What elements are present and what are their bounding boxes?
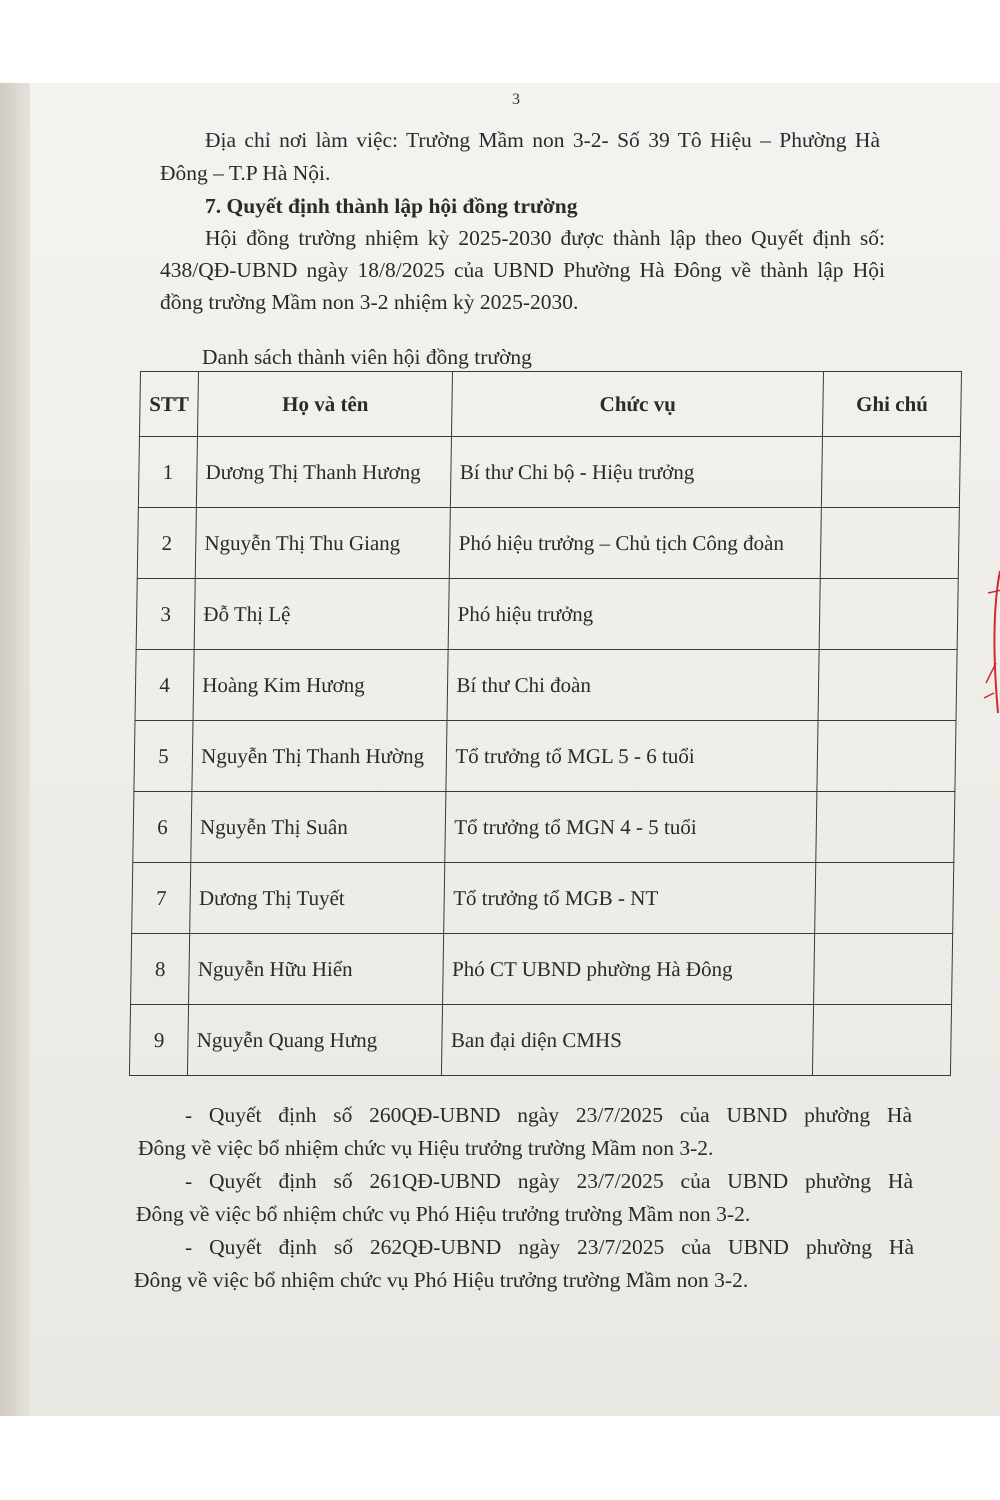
row-role: Tổ trưởng tổ MGN 4 - 5 tuổi xyxy=(445,792,817,863)
decision-3-line-2: Đông về việc bổ nhiệm chức vụ Phó Hiệu trưởng trường Mầm non 3-2. xyxy=(134,1268,749,1292)
table-row xyxy=(133,792,955,863)
row-stt: 5 xyxy=(134,721,193,792)
row-stt: 7 xyxy=(132,863,191,934)
row-stt: 9 xyxy=(129,1005,188,1076)
row-name: Đỗ Thị Lệ xyxy=(194,579,449,650)
row-role: Phó hiệu trưởng – Chủ tịch Công đoàn xyxy=(450,508,822,579)
section-paragraph-line-3: đồng trường Mầm non 3-2 nhiệm kỳ 2025-2030. xyxy=(160,290,579,314)
row-note xyxy=(813,1005,952,1076)
row-note xyxy=(815,863,954,934)
page-shadow-edge xyxy=(0,83,30,1416)
table-row xyxy=(134,721,956,792)
row-stt: 1 xyxy=(138,437,197,508)
row-role: Phó hiệu trưởng xyxy=(449,579,821,650)
row-note xyxy=(821,437,960,508)
row-stt: 3 xyxy=(136,579,195,650)
row-note xyxy=(819,579,958,650)
row-role: Ban đại diện CMHS xyxy=(442,1005,814,1076)
row-name: Nguyễn Thị Thanh Hường xyxy=(192,721,447,792)
table-caption: Danh sách thành viên hội đồng trường xyxy=(202,345,532,369)
header-stt: STT xyxy=(139,372,198,437)
row-name: Dương Thị Thanh Hương xyxy=(197,437,452,508)
row-role: Phó CT UBND phường Hà Đông xyxy=(443,934,815,1005)
address-line-2: Đông – T.P Hà Nội. xyxy=(160,161,331,185)
table-row xyxy=(131,934,953,1005)
row-stt: 2 xyxy=(137,508,196,579)
header-role: Chức vụ xyxy=(452,372,824,437)
row-note xyxy=(816,792,955,863)
decision-1-line-2: Đông về việc bổ nhiệm chức vụ Hiệu trưởng trường Mầm non 3-2. xyxy=(138,1136,714,1160)
decision-3-line-1: - Quyết định số 262QĐ-UBND ngày 23/7/2025 của UBND phường Hà xyxy=(185,1235,914,1259)
section-heading: 7. Quyết định thành lập hội đồng trường xyxy=(205,194,578,218)
decision-1-line-1: - Quyết định số 260QĐ-UBND ngày 23/7/2025 của UBND phường Hà xyxy=(185,1103,912,1127)
table-header-row xyxy=(139,372,961,437)
header-name: Họ và tên xyxy=(198,372,453,437)
page-number: 3 xyxy=(512,91,520,108)
row-role: Bí thư Chi đoàn xyxy=(447,650,819,721)
row-stt: 6 xyxy=(133,792,192,863)
table-row xyxy=(137,508,959,579)
row-name: Hoàng Kim Hương xyxy=(193,650,448,721)
row-note xyxy=(817,721,956,792)
row-note xyxy=(820,508,959,579)
table-row xyxy=(132,863,954,934)
decision-2-line-1: - Quyết định số 261QĐ-UBND ngày 23/7/2025 của UBND phường Hà xyxy=(185,1169,913,1193)
address-line-1: Địa chỉ nơi làm việc: Trường Mầm non 3-2- Số 39 Tô Hiệu – Phường Hà xyxy=(205,128,880,152)
row-name: Nguyễn Quang Hưng xyxy=(188,1005,443,1076)
row-role: Tổ trưởng tổ MGL 5 - 6 tuổi xyxy=(446,721,818,792)
row-name: Nguyễn Hữu Hiển xyxy=(189,934,444,1005)
row-role: Tổ trưởng tổ MGB - NT xyxy=(444,863,816,934)
table-row xyxy=(129,1005,951,1076)
row-note xyxy=(818,650,957,721)
row-name: Nguyễn Thị Thu Giang xyxy=(195,508,450,579)
row-note xyxy=(814,934,953,1005)
section-paragraph-line-2: 438/QĐ-UBND ngày 18/8/2025 của UBND Phường Hà Đông về thành lập Hội xyxy=(160,258,885,282)
members-table xyxy=(129,371,962,1076)
row-name: Nguyễn Thị Suân xyxy=(191,792,446,863)
red-stamp-fragment xyxy=(972,563,1000,723)
table-row xyxy=(136,579,958,650)
section-paragraph-line-1: Hội đồng trường nhiệm kỳ 2025-2030 được thành lập theo Quyết định số: xyxy=(205,226,885,250)
table-row xyxy=(135,650,957,721)
document-page xyxy=(0,83,1000,1416)
row-stt: 8 xyxy=(131,934,190,1005)
row-stt: 4 xyxy=(135,650,194,721)
row-role: Bí thư Chi bộ - Hiệu trưởng xyxy=(451,437,823,508)
row-name: Dương Thị Tuyết xyxy=(190,863,445,934)
table-row xyxy=(138,437,960,508)
header-note: Ghi chú xyxy=(823,372,962,437)
decision-2-line-2: Đông về việc bổ nhiệm chức vụ Phó Hiệu trưởng trường Mầm non 3-2. xyxy=(136,1202,751,1226)
